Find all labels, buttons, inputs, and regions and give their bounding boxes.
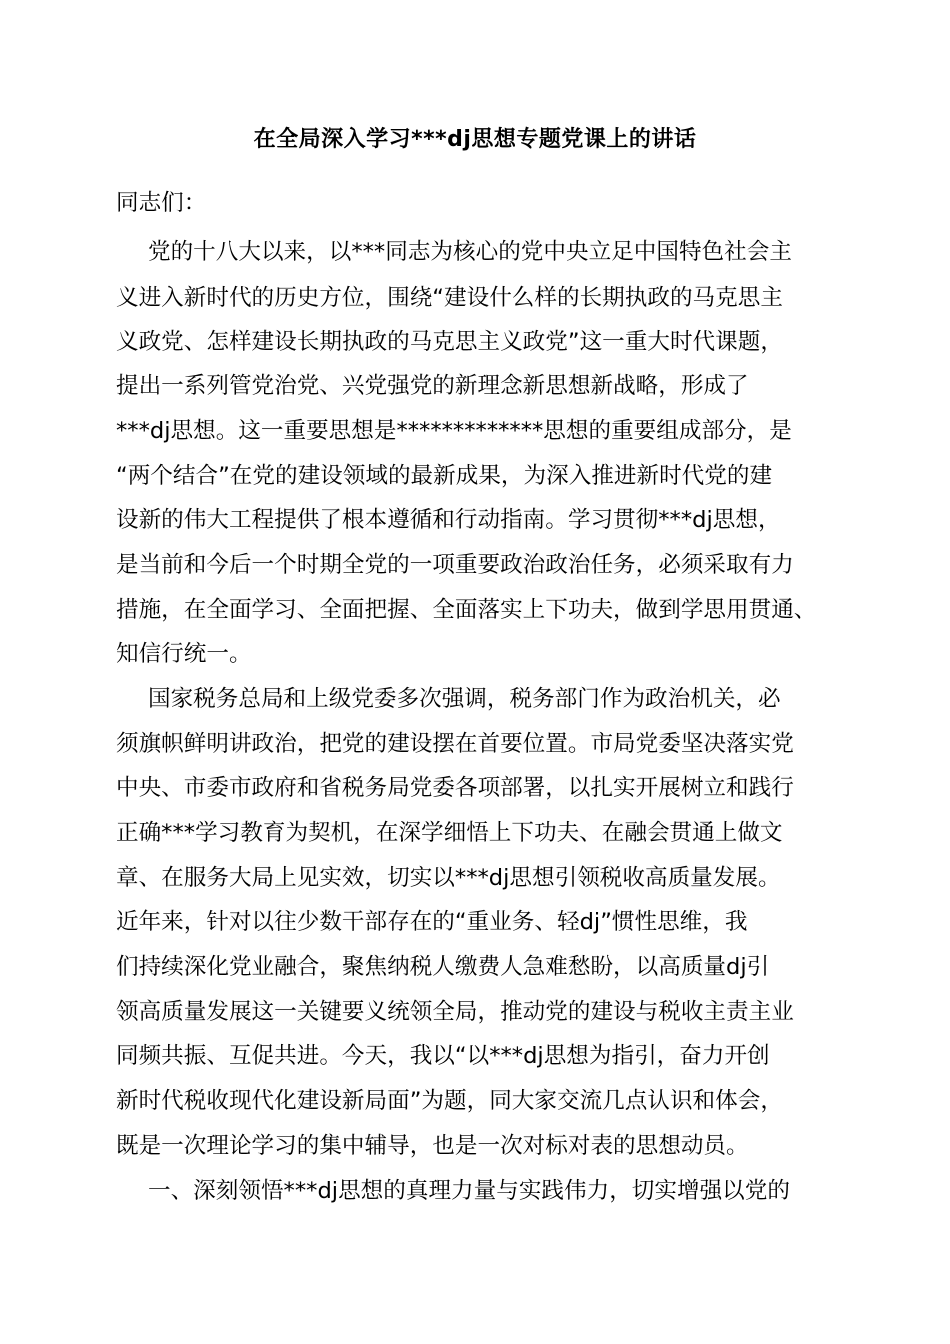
paragraph-line: ***dj思想。这一重要思想是*************思想的重要组成部分，是	[116, 418, 792, 444]
paragraph-line: 措施，在全面学习、全面把握、全面落实上下功夫，做到学思用贯通、	[116, 597, 817, 623]
salutation-line: 同志们：	[116, 190, 207, 216]
paragraph-line: 设新的伟大工程提供了根本遵循和行动指南。学习贯彻***dj思想，	[116, 507, 781, 533]
paragraph-line: 提出一系列管党治党、兴党强党的新理念新思想新战略，形成了	[116, 373, 749, 399]
paragraph-line: 知信行统一。	[116, 641, 252, 667]
paragraph-line: 党的十八大以来，以***同志为核心的党中央立足中国特色社会主	[148, 239, 792, 265]
paragraph-line: 近年来，针对以往少数干部存在的“重业务、轻dj”惯性思维，我	[116, 909, 748, 935]
paragraph-line: 章、在服务大局上见实效，切实以***dj思想引领税收高质量发展。	[116, 865, 781, 891]
document-title: 在全局深入学习***dj思想专题党课上的讲话	[253, 127, 697, 152]
paragraph-line: 义进入新时代的历史方位，围绕“建设什么样的长期执政的马克思主	[116, 285, 783, 311]
paragraph-line: “两个结合”在党的建设领域的最新成果，为深入推进新时代党的建	[116, 463, 773, 489]
paragraph-line: 义政党、怎样建设长期执政的马克思主义政党”这一重大时代课题，	[116, 329, 783, 355]
paragraph-line: 须旗帜鲜明讲政治，把党的建设摆在首要位置。市局党委坚决落实党	[116, 731, 794, 757]
paragraph-line: 既是一次理论学习的集中辅导，也是一次对标对表的思想动员。	[116, 1133, 749, 1159]
paragraph-line: 同频共振、互促共进。今天，我以“以***dj思想为指引，奋力开创	[116, 1043, 770, 1069]
paragraph-line: 中央、市委市政府和省税务局党委各项部署，以扎实开展树立和践行	[116, 775, 794, 801]
paragraph-line: 正确***学习教育为契机，在深学细悟上下功夫、在融会贯通上做文	[116, 820, 783, 846]
paragraph-line: 领高质量发展这一关键要义统领全局，推动党的建设与税收主责主业	[116, 999, 794, 1025]
paragraph-line: 国家税务总局和上级党委多次强调，税务部门作为政治机关，必	[148, 686, 781, 712]
paragraph-line: 们持续深化党业融合，聚焦纳税人缴费人急难愁盼，以高质量dj引	[116, 954, 770, 980]
paragraph-line: 是当前和今后一个时期全党的一项重要政治政治任务，必须采取有力	[116, 552, 794, 578]
paragraph-line: 新时代税收现代化建设新局面”为题，同大家交流几点认识和体会，	[116, 1088, 783, 1114]
section-heading-line: 一、深刻领悟***dj思想的真理力量与实践伟力，切实增强以党的	[148, 1178, 790, 1204]
